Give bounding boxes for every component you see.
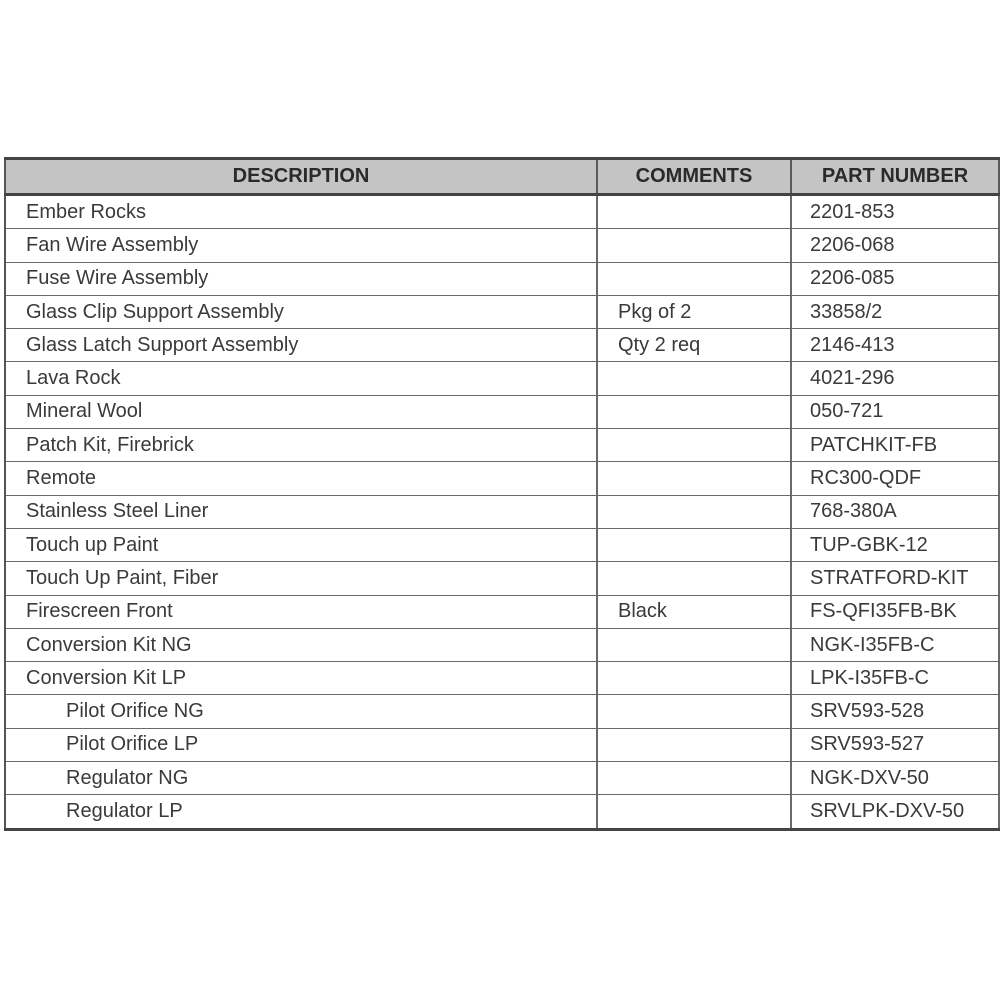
table-row [5,628,999,661]
table-row [5,462,999,495]
cell-part-number: RC300-QDF [791,462,999,495]
table-row [5,528,999,561]
table-row [5,262,999,295]
cell-part-number: 2201-853 [791,195,999,229]
cell-comments [597,562,791,595]
table-row [5,429,999,462]
cell-part-number: 2146-413 [791,329,999,362]
table-row [5,195,999,229]
table-row [5,762,999,795]
cell-part-number: 050-721 [791,395,999,428]
cell-part-number: NGK-I35FB-C [791,628,999,661]
cell-part-number: 4021-296 [791,362,999,395]
cell-comments [597,528,791,561]
header-part-number: PART NUMBER [791,159,999,195]
cell-comments: Black [597,595,791,628]
table-row [5,362,999,395]
cell-comments [597,195,791,229]
cell-comments: Pkg of 2 [597,295,791,328]
table-row [5,295,999,328]
cell-part-number: NGK-DXV-50 [791,762,999,795]
cell-part-number: LPK-I35FB-C [791,662,999,695]
cell-part-number: FS-QFI35FB-BK [791,595,999,628]
cell-comments [597,762,791,795]
cell-description: Remote [5,462,597,495]
cell-comments [597,429,791,462]
cell-part-number: 768-380A [791,495,999,528]
table-row [5,562,999,595]
cell-description: Touch Up Paint, Fiber [5,562,597,595]
header-comments: COMMENTS [597,159,791,195]
header-description: DESCRIPTION [5,159,597,195]
cell-comments [597,262,791,295]
cell-description: Conversion Kit LP [5,662,597,695]
cell-comments [597,695,791,728]
table-row [5,229,999,262]
cell-description: Mineral Wool [5,395,597,428]
cell-description: Fan Wire Assembly [5,229,597,262]
cell-description: Fuse Wire Assembly [5,262,597,295]
parts-table-container [4,157,1000,831]
cell-description: Glass Latch Support Assembly [5,329,597,362]
cell-comments [597,395,791,428]
table-row [5,695,999,728]
cell-comments [597,728,791,761]
cell-description: Conversion Kit NG [5,628,597,661]
table-row [5,495,999,528]
cell-comments [597,362,791,395]
table-row [5,329,999,362]
cell-part-number: PATCHKIT-FB [791,429,999,462]
cell-description: Ember Rocks [5,195,597,229]
cell-description: Patch Kit, Firebrick [5,429,597,462]
cell-description: Stainless Steel Liner [5,495,597,528]
cell-comments [597,662,791,695]
cell-description: Regulator LP [5,795,597,829]
cell-part-number: 2206-068 [791,229,999,262]
table-row [5,595,999,628]
parts-table [4,157,1000,831]
table-header-row [5,159,999,195]
table-row [5,395,999,428]
cell-part-number: TUP-GBK-12 [791,528,999,561]
table-row [5,662,999,695]
cell-description: Regulator NG [5,762,597,795]
cell-description: Touch up Paint [5,528,597,561]
cell-comments [597,628,791,661]
cell-part-number: SRV593-528 [791,695,999,728]
cell-description: Glass Clip Support Assembly [5,295,597,328]
cell-part-number: SRV593-527 [791,728,999,761]
cell-comments [597,795,791,829]
cell-part-number: STRATFORD-KIT [791,562,999,595]
cell-description: Pilot Orifice LP [5,728,597,761]
cell-comments [597,495,791,528]
cell-part-number: 2206-085 [791,262,999,295]
table-body [5,195,999,830]
cell-comments: Qty 2 req [597,329,791,362]
cell-description: Lava Rock [5,362,597,395]
table-row [5,728,999,761]
cell-comments [597,229,791,262]
cell-part-number: SRVLPK-DXV-50 [791,795,999,829]
table-row [5,795,999,829]
cell-description: Firescreen Front [5,595,597,628]
cell-comments [597,462,791,495]
cell-description: Pilot Orifice NG [5,695,597,728]
cell-part-number: 33858/2 [791,295,999,328]
